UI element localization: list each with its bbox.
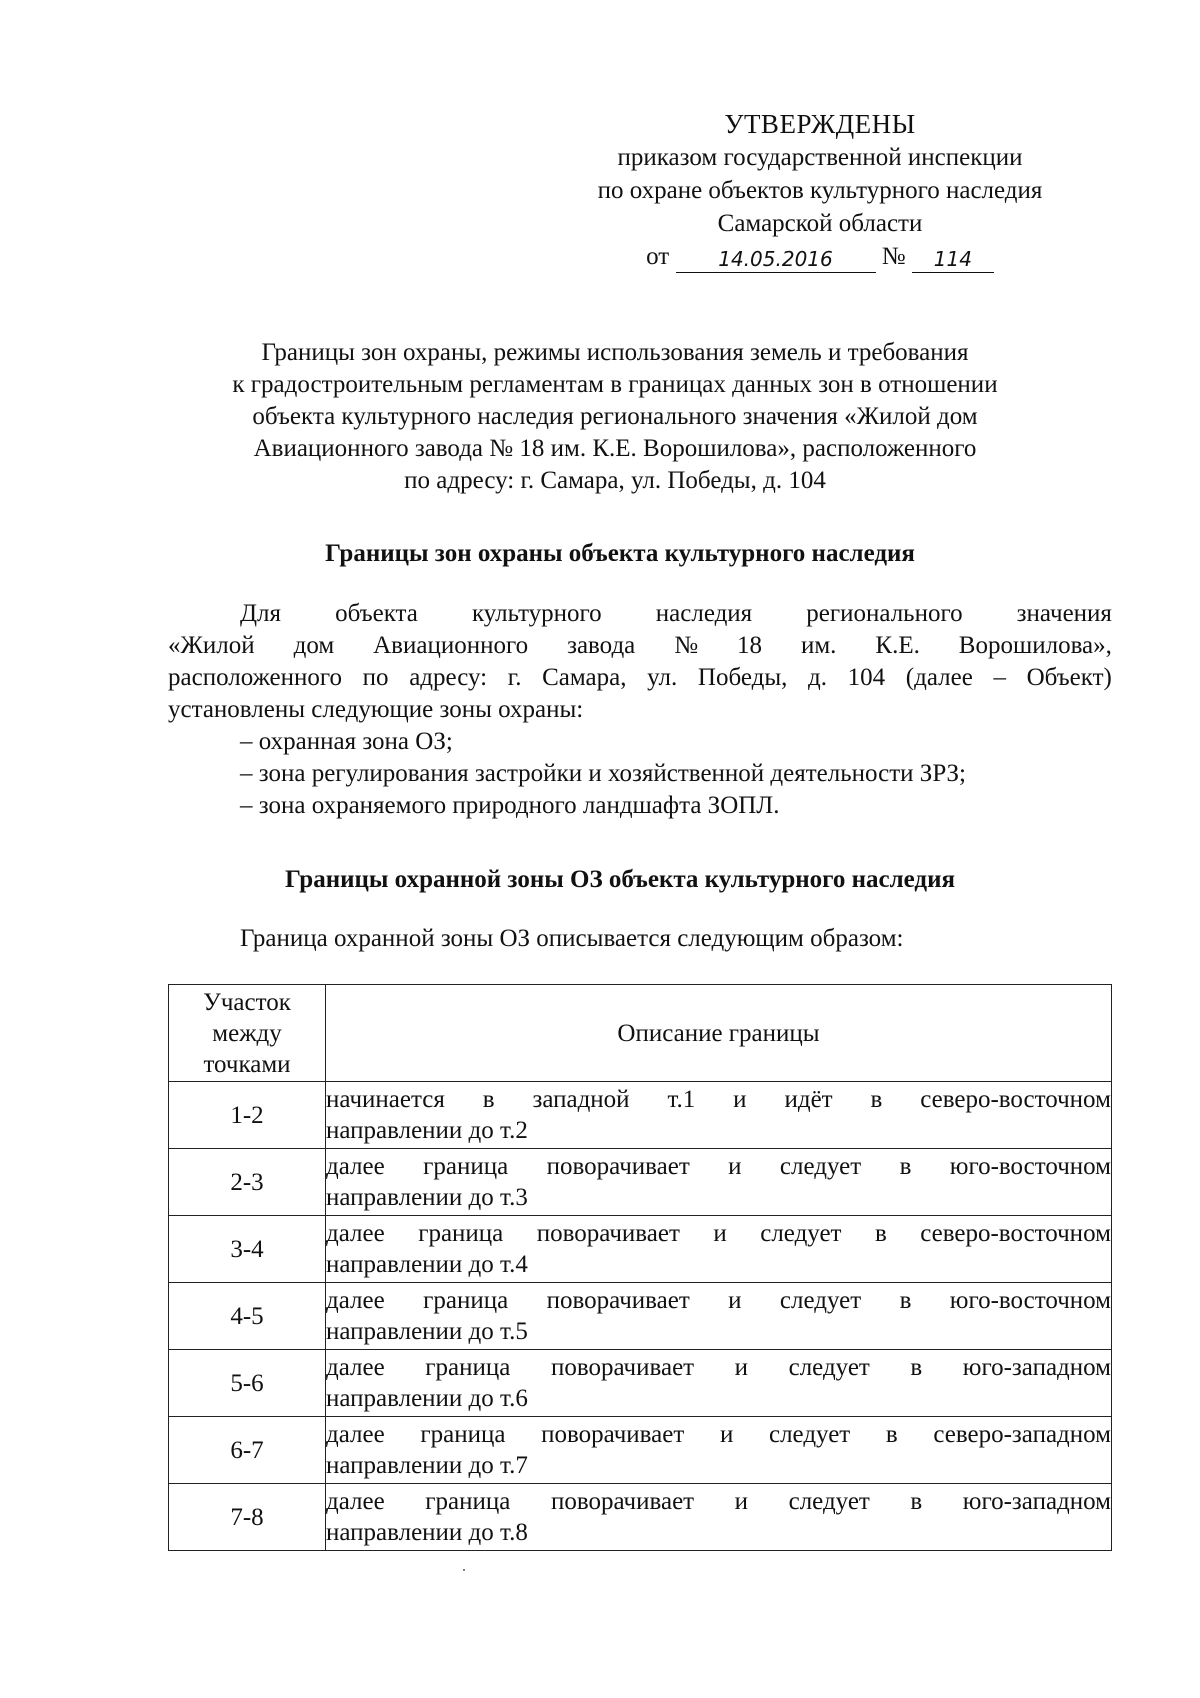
word: Для	[240, 600, 282, 627]
word: далее	[326, 1220, 385, 1247]
header-segment-line: точками	[203, 1050, 291, 1078]
list-item: – зона охраняемого природного ландшафта ЗОПЛ.	[240, 792, 780, 819]
word: далее	[326, 1287, 385, 1314]
header-segment-line: между	[212, 1019, 282, 1047]
description-cell	[326, 1149, 1112, 1216]
word: следует	[779, 1287, 862, 1314]
paragraph-line: установлены следующие зоны охраны:	[168, 696, 584, 723]
table-row	[169, 1484, 1112, 1551]
word: им.	[800, 632, 837, 659]
word: юго-восточном	[949, 1153, 1111, 1180]
table-row	[169, 1283, 1112, 1350]
approval-date-row	[560, 240, 1080, 273]
word: наследия	[655, 600, 753, 627]
table-body	[169, 1082, 1112, 1551]
word: граница	[423, 1153, 509, 1180]
word: поворачивает	[541, 1421, 685, 1448]
word: юго-западном	[962, 1488, 1111, 1515]
description-line	[326, 1486, 1111, 1517]
segment-cell: 4-5	[169, 1283, 326, 1350]
word: граница	[418, 1220, 504, 1247]
word: юго-западном	[962, 1354, 1111, 1381]
word: поворачивает	[536, 1220, 680, 1247]
table-header-row	[169, 985, 1112, 1082]
word: адресу:	[409, 664, 488, 691]
description-cell	[326, 1350, 1112, 1417]
word: граница	[425, 1354, 511, 1381]
description-line: направлении до т.2	[326, 1117, 528, 1144]
approval-line-2: по охране объектов культурного наследия	[597, 177, 1043, 204]
word: расположенного	[168, 664, 343, 691]
word: –	[993, 664, 1006, 691]
word: объекта	[335, 600, 418, 627]
word: ул.	[647, 664, 678, 691]
word: и	[734, 1354, 749, 1381]
word: поворачивает	[550, 1354, 695, 1381]
segment-cell: 7-8	[169, 1484, 326, 1551]
approval-block	[560, 108, 1080, 273]
table-row	[169, 1417, 1112, 1484]
description-line	[326, 1151, 1111, 1182]
word: поворачивает	[546, 1287, 690, 1314]
word: и	[728, 1153, 742, 1180]
segment-cell: 6-7	[169, 1417, 326, 1484]
word: значения	[1016, 600, 1112, 627]
word: граница	[423, 1287, 509, 1314]
list-item: – охранная зона ОЗ;	[240, 728, 453, 755]
description-line	[326, 1352, 1111, 1383]
word: и	[719, 1421, 734, 1448]
number-prefix: №	[881, 243, 906, 270]
word: далее	[326, 1153, 385, 1180]
date-prefix: от	[646, 243, 670, 270]
word: и	[733, 1086, 747, 1113]
title-line: по адресу: г. Самара, ул. Победы, д. 104	[404, 467, 826, 494]
word: Ворошилова»,	[958, 632, 1112, 659]
description-line: направлении до т.6	[326, 1385, 528, 1412]
word: Самара,	[542, 664, 627, 691]
approval-title: УТВЕРЖДЕНЫ	[724, 109, 916, 139]
description-cell	[326, 1417, 1112, 1484]
word: начинается	[326, 1086, 445, 1113]
segment-cell: 1-2	[169, 1082, 326, 1149]
word: регионального	[806, 600, 963, 627]
word: в	[870, 1086, 883, 1113]
word: завода	[567, 632, 636, 659]
word: д.	[808, 664, 827, 691]
word: Авиационного	[373, 632, 529, 659]
boundary-table	[168, 984, 1112, 1551]
word: следует	[788, 1488, 870, 1515]
title-line: объекта культурного наследия регионального значения «Жилой дом	[252, 403, 978, 430]
word: г.	[507, 664, 522, 691]
word: западной	[532, 1086, 630, 1113]
word: Объект)	[1026, 664, 1112, 691]
table-row	[169, 1216, 1112, 1283]
paragraph-line	[168, 630, 1112, 662]
word: в	[910, 1488, 923, 1515]
zones-paragraph	[168, 598, 1112, 726]
description-line: направлении до т.8	[326, 1519, 528, 1546]
title-line: Авиационного завода № 18 им. К.Е. Ворошилова», расположенного	[253, 435, 977, 462]
word: и	[728, 1287, 742, 1314]
word: дом	[293, 632, 335, 659]
word: идёт	[784, 1086, 833, 1113]
word: К.Е.	[875, 632, 920, 659]
word: по	[362, 664, 389, 691]
word: следует	[779, 1153, 862, 1180]
word: далее	[326, 1421, 385, 1448]
description-line: направлении до т.7	[326, 1452, 528, 1479]
word: следует	[768, 1421, 851, 1448]
word: культурного	[471, 600, 602, 627]
zones-list	[240, 726, 966, 822]
word: Победы,	[697, 664, 788, 691]
section-heading-zones: Границы зон охраны объекта культурного наследия	[325, 540, 915, 567]
document-title	[150, 337, 1080, 497]
description-line	[326, 1285, 1111, 1316]
description-line	[326, 1419, 1111, 1450]
word: далее	[326, 1354, 385, 1381]
word: 18	[737, 632, 763, 659]
word: северо-западном	[933, 1421, 1111, 1448]
word: в	[910, 1354, 923, 1381]
word: юго-восточном	[949, 1287, 1111, 1314]
word: «Жилой	[168, 632, 255, 659]
list-item: – зона регулирования застройки и хозяйственной деятельности ЗРЗ;	[240, 760, 967, 787]
word: поворачивает	[550, 1488, 695, 1515]
segment-cell: 2-3	[169, 1149, 326, 1216]
description-line: направлении до т.4	[326, 1251, 528, 1278]
description-cell	[326, 1082, 1112, 1149]
paragraph-line	[168, 662, 1112, 694]
segment-cell: 3-4	[169, 1216, 326, 1283]
word: №	[674, 632, 699, 659]
word: и	[734, 1488, 749, 1515]
paragraph-line	[168, 598, 1112, 630]
header-segment	[169, 985, 326, 1082]
word: граница	[425, 1488, 511, 1515]
word: в	[885, 1421, 898, 1448]
word: т.1	[667, 1086, 696, 1113]
segment-cell: 5-6	[169, 1350, 326, 1417]
section-heading-oz: Границы охранной зоны ОЗ объекта культурного наследия	[284, 866, 956, 893]
word: граница	[420, 1421, 506, 1448]
header-description: Описание границы	[326, 985, 1112, 1082]
table-row	[169, 1149, 1112, 1216]
description-cell	[326, 1484, 1112, 1551]
word: в	[899, 1287, 912, 1314]
description-cell	[326, 1216, 1112, 1283]
description-line: направлении до т.5	[326, 1318, 528, 1345]
scan-speck	[463, 1569, 465, 1571]
order-number: 114	[912, 246, 994, 273]
word: в	[482, 1086, 495, 1113]
word: в	[874, 1220, 887, 1247]
approval-line-3: Самарской области	[717, 210, 923, 237]
header-segment-line: Участок	[203, 988, 291, 1016]
oz-intro: Граница охранной зоны ОЗ описывается следующим образом:	[240, 925, 904, 952]
table-row	[169, 1082, 1112, 1149]
title-line: Границы зон охраны, режимы использования земель и требования	[261, 339, 969, 366]
word: и	[713, 1220, 727, 1247]
table-row	[169, 1350, 1112, 1417]
word: 104	[847, 664, 886, 691]
word: следует	[788, 1354, 870, 1381]
word: (далее	[905, 664, 973, 691]
description-line	[326, 1084, 1111, 1115]
description-line: направлении до т.3	[326, 1184, 528, 1211]
order-date: 14.05.2016	[676, 246, 876, 273]
word: северо-восточном	[920, 1086, 1111, 1113]
description-cell	[326, 1283, 1112, 1350]
word: в	[899, 1153, 912, 1180]
description-line	[326, 1218, 1111, 1249]
word: далее	[326, 1488, 385, 1515]
word: следует	[760, 1220, 842, 1247]
word: северо-восточном	[920, 1220, 1111, 1247]
word: поворачивает	[546, 1153, 690, 1180]
approval-line-1: приказом государственной инспекции	[617, 144, 1023, 171]
title-line: к градостроительным регламентам в границах данных зон в отношении	[232, 371, 998, 398]
